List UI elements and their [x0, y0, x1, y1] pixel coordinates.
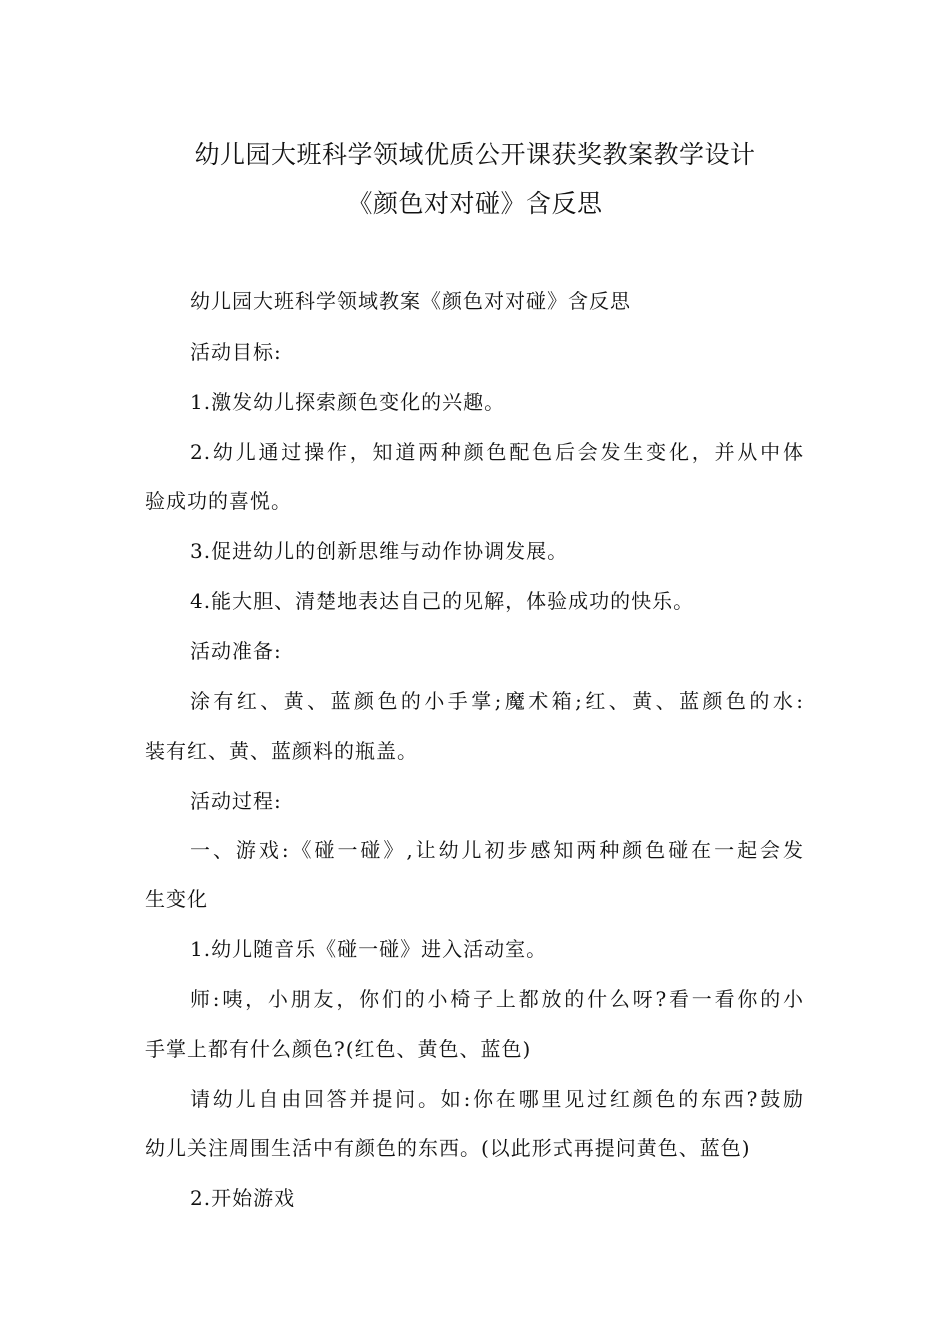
process-item-2: 2.开始游戏	[190, 1186, 296, 1210]
intro-heading: 幼儿园大班科学领域教案《颜色对对碰》含反思	[190, 289, 631, 313]
process-step-1-cont: 生变化	[145, 887, 208, 911]
question-prompt-cont: 幼儿关注周围生活中有颜色的东西。(以此形式再提问黄色、蓝色)	[145, 1136, 751, 1160]
section-heading-process: 活动过程:	[190, 789, 282, 813]
goal-item-1: 1.激发幼儿探索颜色变化的兴趣。	[190, 390, 506, 414]
goal-item-4: 4.能大胆、清楚地表达自己的见解，体验成功的快乐。	[190, 589, 695, 613]
process-step-1: 一、游戏:《碰一碰》,让幼儿初步感知两种颜色碰在一起会发	[190, 838, 804, 862]
preparation-text: 涂有红、黄、蓝颜色的小手掌;魔术箱;红、黄、蓝颜色的水:	[190, 689, 804, 713]
process-item-1: 1.幼儿随音乐《碰一碰》进入活动室。	[190, 937, 548, 961]
preparation-text-cont: 装有红、黄、蓝颜料的瓶盖。	[145, 739, 418, 763]
section-heading-goals: 活动目标:	[190, 340, 282, 364]
teacher-dialogue: 师:咦，小朋友，你们的小椅子上都放的什么呀?看一看你的小	[190, 987, 804, 1011]
section-heading-preparation: 活动准备:	[190, 639, 282, 663]
document-title-line-1: 幼儿园大班科学领域优质公开课获奖教案教学设计	[194, 140, 756, 169]
goal-item-2-cont: 验成功的喜悦。	[145, 489, 292, 513]
goal-item-2: 2.幼儿通过操作，知道两种颜色配色后会发生变化，并从中体	[190, 440, 804, 464]
document-title-line-2: 《颜色对对碰》含反思	[347, 189, 603, 218]
goal-item-3: 3.促进幼儿的创新思维与动作协调发展。	[190, 539, 569, 563]
teacher-dialogue-cont: 手掌上都有什么颜色?(红色、黄色、蓝色)	[145, 1037, 532, 1061]
question-prompt: 请幼儿自由回答并提问。如:你在哪里见过红颜色的东西?鼓励	[190, 1087, 804, 1111]
